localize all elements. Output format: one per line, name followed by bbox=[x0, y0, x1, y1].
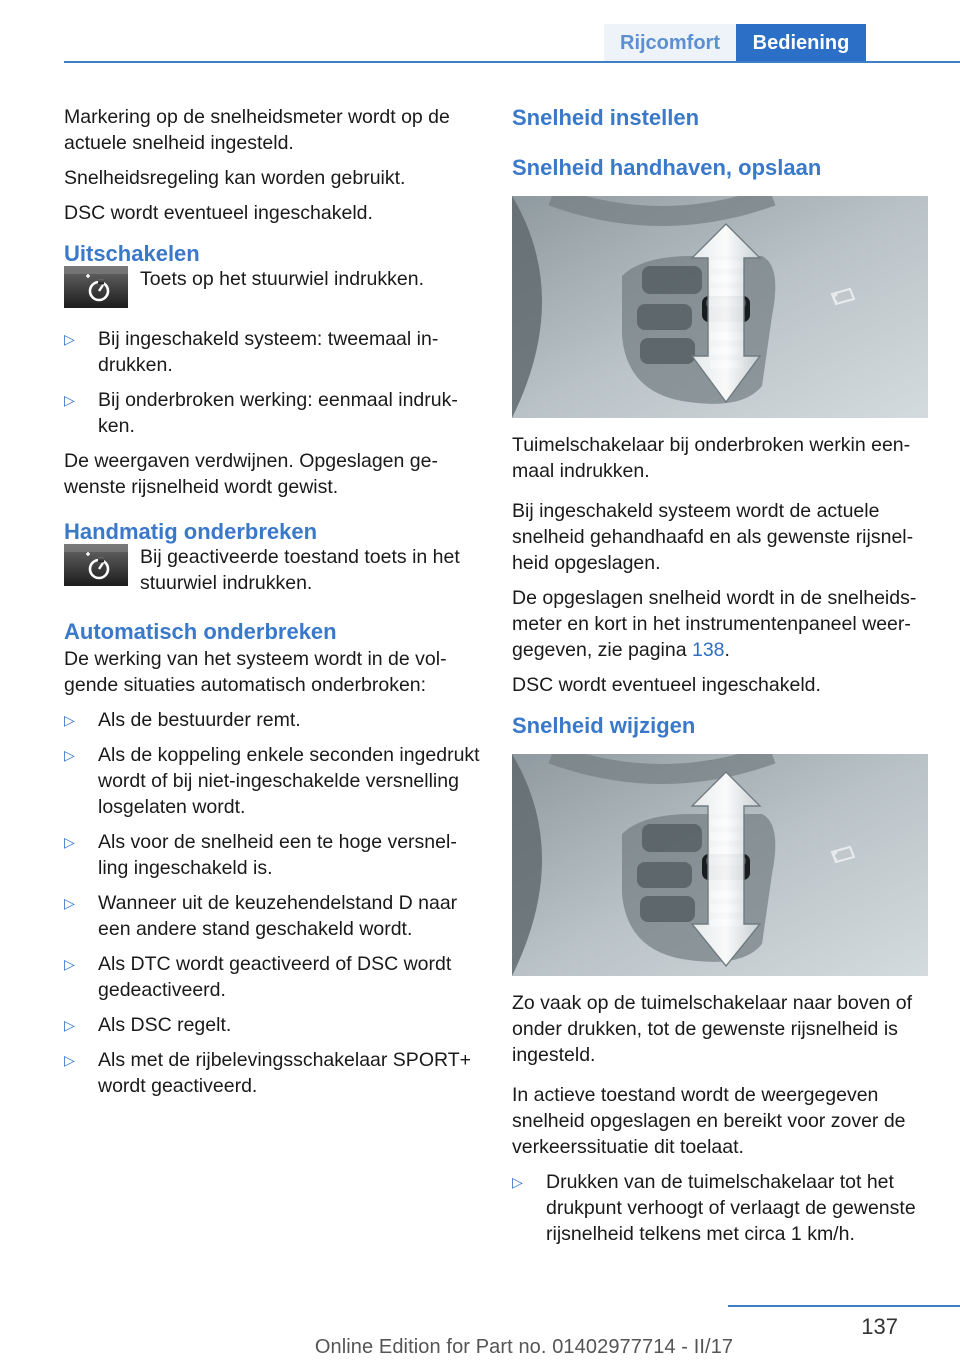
bullet-triangle-icon: ▷ bbox=[64, 747, 75, 763]
heading-automatisch: Automatisch onderbreken bbox=[64, 619, 337, 644]
header-rule bbox=[64, 61, 960, 63]
list-item-text: Als DSC regelt. bbox=[98, 1014, 232, 1036]
paragraph: In actieve toestand wordt de weergegeven snelheid opgeslagen en bereikt voor zover de verkeerssituatie dit toelaat. bbox=[512, 1084, 906, 1158]
paragraph: Snelheidsregeling kan worden gebruikt. bbox=[64, 167, 406, 189]
heading-uitschakelen: Uitschakelen bbox=[64, 241, 200, 266]
page-number: 137 bbox=[861, 1314, 898, 1339]
cruise-control-button-icon bbox=[64, 544, 128, 586]
list-item-text: Als de bestuurder remt. bbox=[98, 709, 301, 731]
symbol-row-off bbox=[64, 266, 480, 308]
list-item bbox=[64, 742, 480, 820]
page-link-138[interactable]: 138 bbox=[691, 639, 725, 661]
bullet-list-auto bbox=[64, 707, 480, 1099]
list-item bbox=[64, 951, 480, 1003]
list-item bbox=[64, 326, 480, 378]
symbol-text: Bij geactiveerde toestand toets in het stuurwiel indrukken. bbox=[140, 546, 460, 594]
paragraph: De werking van het systeem wordt in de volgende situaties automatisch onderbroken: bbox=[64, 648, 447, 696]
symbol-text: Toets op het stuurwiel indrukken. bbox=[140, 268, 424, 290]
steering-wheel-rocker-photo bbox=[512, 196, 928, 418]
bullet-triangle-icon: ▷ bbox=[64, 895, 75, 911]
list-item-text: Als de koppeling enkele seconden ingedrukt wordt of bij niet-ingeschakelde versnelling losgelaten wordt. bbox=[98, 744, 480, 818]
list-item-text: Wanneer uit de keuzehendelstand D naar een andere stand geschakeld wordt. bbox=[98, 892, 458, 940]
symbol-row-manual bbox=[64, 544, 480, 596]
heading-handmatig: Handmatig onderbreken bbox=[64, 519, 318, 544]
heading-snelheid-wijzigen: Snelheid wijzigen bbox=[512, 713, 696, 738]
heading-snelheid-handhaven: Snelheid handhaven, opslaan bbox=[512, 155, 822, 180]
list-item-text: Bij ingeschakeld systeem: tweemaal indrukken. bbox=[98, 328, 439, 376]
list-item-text: Als met de rijbelevingsschakelaar SPORT+ wordt geactiveerd. bbox=[98, 1049, 472, 1097]
paragraph: Tuimelschakelaar bij onderbroken werkin eenmaal indrukken. bbox=[512, 434, 911, 482]
list-item-text: Als voor de snelheid een te hoge versnelling ingeschakeld is. bbox=[98, 831, 457, 879]
paragraph: Bij ingeschakeld systeem wordt de actuele snelheid gehandhaafd en als gewenste rijsnelheid opgeslagen. bbox=[512, 500, 914, 574]
right-column bbox=[512, 104, 928, 1256]
bullet-triangle-icon: ▷ bbox=[64, 1052, 75, 1068]
footer-rule bbox=[728, 1305, 960, 1307]
cruise-control-button-icon bbox=[64, 266, 128, 308]
bullet-triangle-icon: ▷ bbox=[64, 1017, 75, 1033]
list-item bbox=[64, 707, 480, 733]
steering-wheel-rocker-photo bbox=[512, 754, 928, 976]
bullet-triangle-icon: ▷ bbox=[64, 712, 75, 728]
header-chapter-tab: Bediening bbox=[736, 24, 866, 62]
list-item bbox=[64, 1012, 480, 1038]
bullet-list-change bbox=[512, 1169, 928, 1247]
bullet-triangle-icon: ▷ bbox=[64, 331, 75, 347]
bullet-triangle-icon: ▷ bbox=[64, 956, 75, 972]
bullet-triangle-icon: ▷ bbox=[512, 1174, 523, 1190]
paragraph: DSC wordt eventueel ingeschakeld. bbox=[512, 674, 821, 696]
paragraph-text: De opgeslagen snelheid wordt in de snelheidsmeter en kort in het instrumentenpaneel weergegeven, zie pagina bbox=[512, 587, 917, 661]
paragraph: Markering op de snelheidsmeter wordt op de actuele snelheid ingesteld. bbox=[64, 106, 450, 154]
paragraph: DSC wordt eventueel ingeschakeld. bbox=[64, 202, 373, 224]
paragraph bbox=[512, 585, 928, 663]
list-item bbox=[64, 1047, 480, 1099]
list-item bbox=[64, 829, 480, 881]
bullet-triangle-icon: ▷ bbox=[64, 392, 75, 408]
list-item-text: Als DTC wordt geactiveerd of DSC wordt gedeactiveerd. bbox=[98, 953, 452, 1001]
bullet-triangle-icon: ▷ bbox=[64, 834, 75, 850]
list-item-text: Bij onderbroken werking: eenmaal indrukken. bbox=[98, 389, 458, 437]
list-item bbox=[64, 890, 480, 942]
list-item bbox=[512, 1169, 928, 1247]
paragraph: De weergaven verdwijnen. Opgeslagen gewenste rijsnelheid wordt gewist. bbox=[64, 450, 438, 498]
list-item-text: Drukken van de tuimelschakelaar tot het drukpunt verhoogt of verlaagt de gewenste rijsnelheid telkens met circa 1 km/h. bbox=[546, 1171, 916, 1245]
paragraph-text: . bbox=[724, 639, 730, 661]
heading-snelheid-instellen: Snelheid instellen bbox=[512, 105, 700, 130]
bullet-list-off bbox=[64, 326, 480, 439]
edition-line: Online Edition for Part no. 01402977714 - II/17 bbox=[314, 1336, 734, 1358]
left-column bbox=[64, 104, 480, 1108]
paragraph: Zo vaak op de tuimelschakelaar naar boven of onder drukken, tot de gewenste rijsnelheid is ingesteld. bbox=[512, 992, 912, 1066]
header-section-tab: Rijcomfort bbox=[604, 24, 736, 62]
list-item bbox=[64, 387, 480, 439]
